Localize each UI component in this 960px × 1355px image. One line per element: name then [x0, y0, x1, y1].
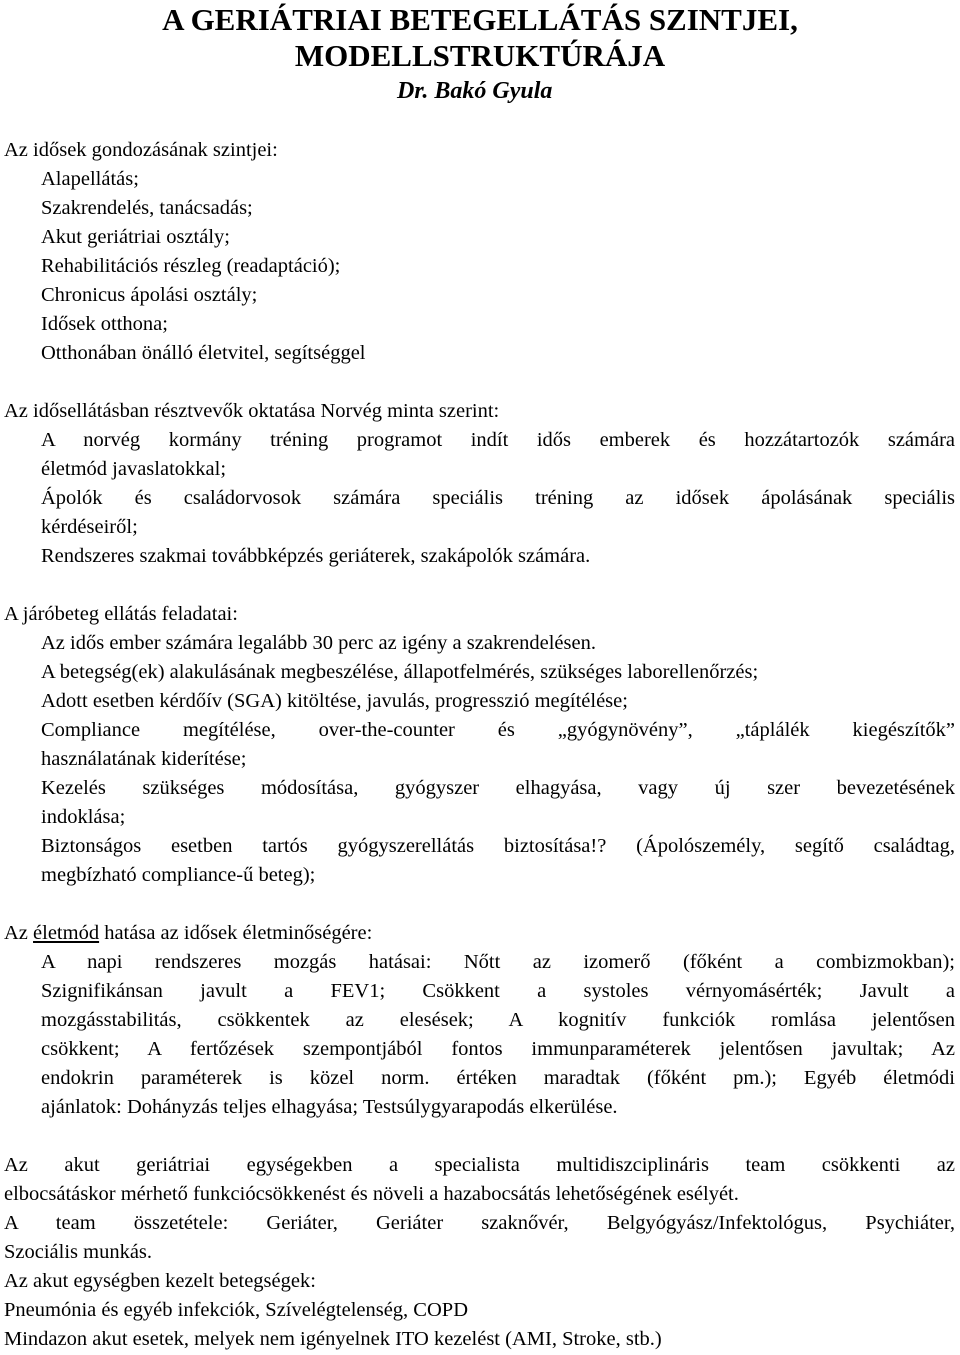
levels-item: Alapellátás; — [41, 168, 139, 190]
levels-item: Otthonában önálló életvitel, segítséggel — [41, 342, 366, 364]
levels-item: Idősek otthona; — [41, 313, 168, 335]
lifestyle-heading-post: hatása az idősek életminőségére: — [99, 922, 373, 944]
norway-paragraph-line: Ápolók és családorvosok számára speciális tréning az idősek ápolásának speciális — [41, 487, 955, 509]
acute-paragraph-line: elbocsátáskor mérhető funkciócsökkenést és növeli a hazabocsátás lehetőségének esélyét. — [4, 1183, 739, 1205]
lifestyle-heading-pre: Az — [4, 922, 34, 944]
document-title-line-2: MODELLSTRUKTÚRÁJA — [294, 38, 666, 73]
outpatient-line: Az idős ember számára legalább 30 perc az igény a szakrendelésen. — [41, 632, 596, 654]
outpatient-line: Biztonságos esetben tartós gyógyszerellátás biztosítása!? (Ápolószemély, segítő családtag, — [41, 835, 955, 857]
norway-paragraph-line: A norvég kormány tréning programot indít idős emberek és hozzátartozók számára — [41, 429, 955, 451]
outpatient-line: Adott esetben kérdőív (SGA) kitöltése, javulás, progresszió megítélése; — [41, 690, 628, 712]
outpatient-line: használatának kiderítése; — [41, 748, 247, 770]
outpatient-line: Compliance megítélése, over-the-counter és „gyógynövény”, „táplálék kiegészítők” — [41, 719, 955, 741]
acute-paragraph-line: Szociális munkás. — [4, 1241, 153, 1263]
levels-item: Akut geriátriai osztály; — [41, 226, 230, 248]
document-title-line-1: A GERIÁTRIAI BETEGELLÁTÁS SZINTJEI, — [162, 2, 798, 37]
outpatient-line: Kezelés szükséges módosítása, gyógyszer elhagyása, vagy új szer bevezetésének — [41, 777, 955, 799]
lifestyle-line: ajánlatok: Dohányzás teljes elhagyása; Testsúlygyarapodás elkerülése. — [41, 1096, 618, 1118]
levels-item: Szakrendelés, tanácsadás; — [41, 197, 253, 219]
acute-paragraph-line: Pneumónia és egyéb infekciók, Szívelégtelenség, COPD — [4, 1299, 468, 1321]
levels-heading: Az idősek gondozásának szintjei: — [4, 139, 278, 161]
lifestyle-heading — [4, 919, 372, 948]
outpatient-line: indoklása; — [41, 806, 126, 828]
outpatient-line: A betegség(ek) alakulásának megbeszélése, állapotfelmérés, szükséges laborellenőrzés; — [41, 661, 759, 683]
norway-paragraph-line: Rendszeres szakmai továbbképzés geriáterek, szakápolók számára. — [41, 545, 591, 567]
lifestyle-line: endokrin paraméterek is közel norm. értéken maradtak (főként pm.); Egyéb életmódi — [41, 1067, 955, 1089]
lifestyle-line: mozgásstabilitás, csökkentek az elesések; A kognitív funkciók romlása jelentősen — [41, 1009, 955, 1031]
acute-paragraph-line: Az akut egységben kezelt betegségek: — [4, 1270, 316, 1292]
lifestyle-heading-underlined: életmód — [33, 922, 100, 944]
lifestyle-line: Szignifikánsan javult a FEV1; Csökkent a systoles vérnyomásérték; Javult a — [41, 980, 955, 1002]
acute-paragraph-line: A team összetétele: Geriáter, Geriáter szaknővér, Belgyógyász/Infektológus, Psychiáter, — [4, 1212, 955, 1234]
lifestyle-line: A napi rendszeres mozgás hatásai: Nőtt az izomerő (főként a combizmokban); — [41, 951, 955, 973]
outpatient-heading: A járóbeteg ellátás feladatai: — [4, 603, 238, 625]
levels-item: Rehabilitációs részleg (readaptáció); — [41, 255, 341, 277]
outpatient-line: megbízható compliance-ű beteg); — [41, 864, 316, 886]
norway-paragraph-line: életmód javaslatokkal; — [41, 458, 227, 480]
acute-paragraph-line: Az akut geriátriai egységekben a specialista multidiszciplináris team csökkenti az — [4, 1154, 955, 1176]
lifestyle-line: csökkent; A fertőzések szempontjából fontos immunparaméterek jelentősen javultak; Az — [41, 1038, 955, 1060]
norway-paragraph-line: kérdéseiről; — [41, 516, 138, 538]
levels-item: Chronicus ápolási osztály; — [41, 284, 258, 306]
acute-paragraph-line: Mindazon akut esetek, melyek nem igényelnek ITO kezelést (AMI, Stroke, stb.) — [4, 1328, 662, 1350]
norway-heading: Az idősellátásban résztvevők oktatása Norvég minta szerint: — [4, 400, 500, 422]
author-name: Dr. Bakó Gyula — [397, 78, 553, 104]
